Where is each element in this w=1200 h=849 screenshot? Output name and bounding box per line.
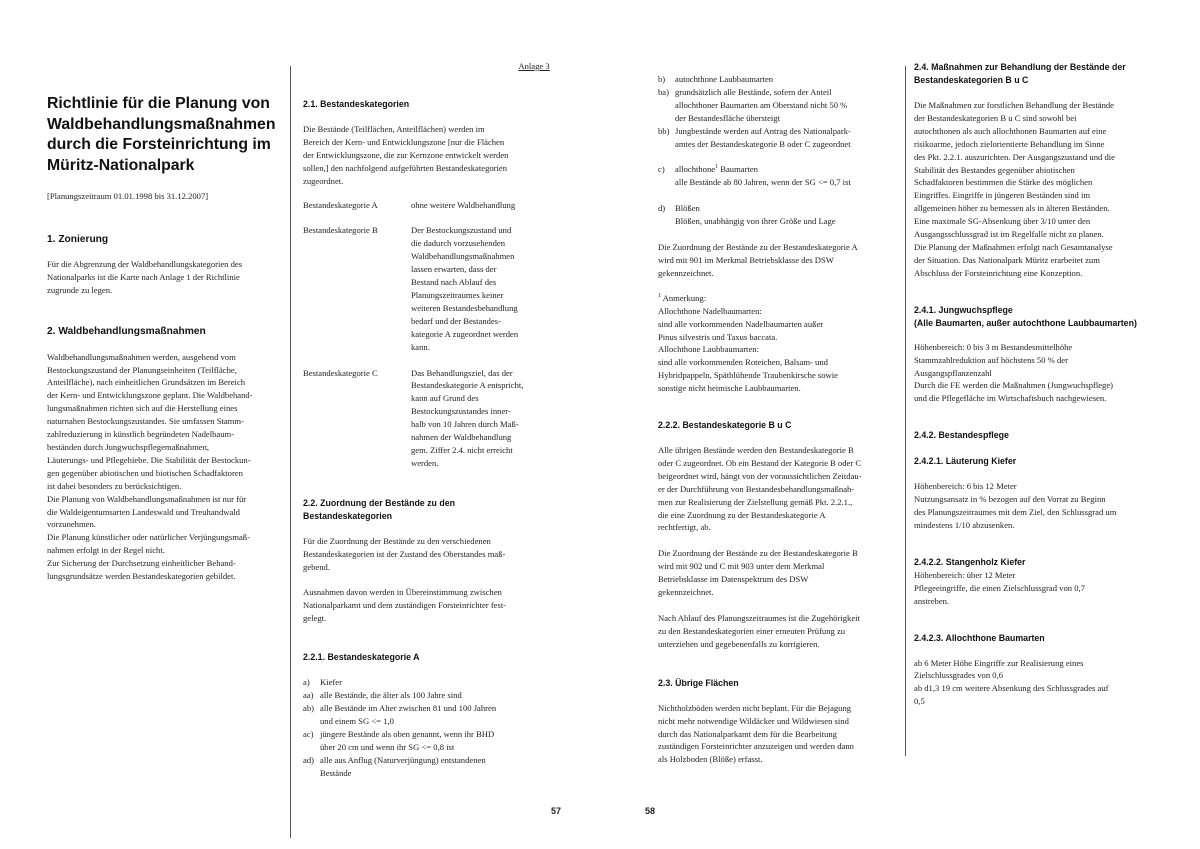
list-marker: ba) [658, 86, 669, 97]
text-line: zu den Bestandeskategorien einer erneuten Prüfung zu [658, 625, 846, 636]
text-line: gen gegenüber abiotischen und biotischen Schadfaktoren [47, 467, 243, 478]
text-line: nahmen erfolgt in der Regel nicht. [47, 545, 165, 556]
text-line: Nach Ablauf des Planungszeitraumes ist die Zugehörigkeit [658, 613, 860, 623]
section-2-2-text-2 [303, 586, 548, 625]
text-line: beigeordnet wird, hängt von der voraussichtlichen Zeitdau- [658, 470, 862, 481]
text-line: Anteilfläche), nach einheitlichen Grundsätzen im Bereich [47, 377, 246, 388]
text-line: men zur Realisierung der Zielstellung gemäß Pkt. 2.2.1., [658, 496, 853, 507]
text-line: Das Behandlungsziel, das der [411, 367, 513, 378]
text-line: über 20 cm und wenn ihr SG <= 0,8 ist [320, 741, 455, 752]
text-line: kategorie A zugeordnet werden [411, 328, 519, 339]
text-line: Blößen [675, 203, 700, 214]
section-1-text [47, 258, 282, 297]
section-heading: 2.4.2. Bestandespflege [914, 430, 1009, 441]
text-line: Bestockungszustandes inner- [411, 406, 511, 417]
text-line: Bestandeskategorien ist der Zustand des Oberstandes maß- [303, 548, 506, 559]
text-line: Die Bestände (Teilflächen, Anteilflächen) werden im [303, 124, 485, 134]
text-line: Für die Zuordnung der Bestände zu den verschiedenen [303, 535, 491, 546]
text-line: Eingriffes. Eingriffe in jüngeren Beständen sind im [914, 190, 1091, 201]
category-a-list-cont [658, 73, 898, 150]
text-line: Höhenbereich: 0 bis 3 m Bestandesmittelhöhe [914, 341, 1073, 352]
text-line: der Bestandesfläche übersteigt [675, 112, 780, 123]
text-line: rechtfertigt, ab. [658, 522, 711, 533]
text-line: alle aus Anflug (Naturverjüngung) entstandenen [320, 754, 486, 765]
heading-line: (Alle Baumarten, außer autochthone Laubbaumarten) [914, 317, 1137, 328]
text-line: Durch die FE werden die Maßnahmen (Jungwuchspflege) [914, 380, 1114, 391]
text-line: gelegt. [303, 613, 327, 624]
section-2-4-text [914, 99, 1164, 280]
text-line: der Kern- und Entwicklungszone geplant. Die Waldbehand- [47, 390, 253, 401]
text-line: gekennzeichnet. [658, 267, 714, 278]
title-line: durch die Forsteinrichtung im [47, 136, 271, 153]
text-line: lassen erwarten, dass der [411, 264, 497, 275]
text-line: alle Bestände, die älter als 100 Jahre sind [320, 690, 462, 701]
text-line: mindestens 1/10 abzusenken. [914, 519, 1015, 530]
text-line: Nichtholzböden werden nicht beplant. Für die Bejagung [658, 702, 852, 713]
text-line: Zielschlussgrades von 0,6 [914, 670, 1004, 681]
section-heading: 2.4.2.1. Läuterung Kiefer [914, 456, 1017, 467]
text-line: nahmen der Waldbehandlung [411, 432, 512, 443]
heading-line: 2.4. Maßnahmen zur Behandlung der Bestände der [914, 62, 1126, 72]
list-marker: c) [658, 164, 665, 175]
list-marker: a) [303, 677, 310, 688]
text-line: ohne weitere Waldbehandlung [411, 199, 516, 210]
text-line: allgemeinen höher zu bemessen als in älteren Beständen. [914, 203, 1110, 214]
heading-line: Bestandeskategorien [303, 510, 392, 521]
text-line: jüngere Bestände als oben genannt, wenn ihr BHD [320, 728, 495, 739]
list-item [303, 676, 548, 689]
text-line: Die Planung künstlicher oder natürlicher Verjüngungsmaß- [47, 532, 250, 543]
section-2-1-text [303, 123, 548, 188]
text-line: Bereich der Kern- und Entwicklungszone [nur die Flächen [303, 136, 505, 147]
section-2-4-2-1-text [914, 480, 1164, 532]
text-line: wird mit 901 im Merkmal Betriebsklasse des DSW [658, 254, 834, 265]
column-1 [47, 94, 282, 583]
title-line: Richtlinie für die Planung von [47, 95, 270, 112]
text-line: ist dabei besonders zu berücksichtigen. [47, 480, 182, 491]
text-line: Die Maßnahmen zur forstlichen Behandlung der Bestände [914, 100, 1114, 110]
list-marker: d) [658, 203, 666, 214]
section-heading: 2.3. Übrige Flächen [658, 677, 739, 688]
text-line: Die Zuordnung der Bestände zu der Bestandeskategorie A [658, 242, 858, 253]
text-line: autochthone Laubbaumarten [675, 74, 774, 84]
text-line: des Planungszeitraumes mit dem Ziel, den Schlussgrad um [914, 507, 1117, 518]
column-4 [914, 61, 1164, 708]
text-line: Für die Abgrenzung der Waldbehandlungskategorien des [47, 258, 243, 269]
text-line: Schadfaktoren bestimmen die Stärke des möglichen [914, 177, 1093, 188]
section-2-4-2-2-text [914, 569, 1164, 608]
text-line: Die Planung von Waldbehandlungsmaßnahmen ist nur für [47, 493, 247, 504]
section-2-2-2-text-2 [658, 547, 898, 599]
section-heading: 2.4.2.2. Stangenholz Kiefer [914, 556, 1026, 567]
section-2-3-text [658, 702, 898, 767]
text-line: Bestand nach Ablauf des [411, 277, 497, 288]
text-line: Kiefer [320, 677, 342, 688]
text-line: Läuterungs- und Pflegehiebe. Die Stabilität der Bestockun- [47, 454, 251, 465]
category-a-row [303, 199, 548, 212]
list-item [658, 86, 898, 125]
footnote-ref: 1 [658, 292, 661, 299]
column-3 [658, 73, 898, 766]
text-line: Nationalparks ist die Karte nach Anlage 1 der Richtlinie [47, 271, 240, 282]
section-heading: 1. Zonierung [47, 233, 109, 245]
section-2-4-2-3-text [914, 657, 1164, 709]
section-heading [914, 61, 1164, 87]
title-line: Müritz-Nationalpark [47, 156, 195, 174]
column-2 [303, 98, 548, 779]
list-item [658, 202, 898, 228]
page-number-right: 58 [645, 806, 656, 816]
text-line [675, 163, 898, 176]
text-line: der Bestandeskategorien B u C sind sowohl bei [914, 112, 1077, 123]
text-line: Stammzahlreduktion auf höchstens 50 % der [914, 354, 1068, 365]
text-line: Pinus silvestris und Taxus baccata. [658, 331, 778, 342]
text-span: Baumarten [718, 164, 758, 175]
text-line: Waldbehandlungsmaßnahmen [411, 251, 515, 262]
text-line: Ausgangspflanzenzahl [914, 367, 992, 378]
text-line: alle Bestände im Alter zwischen 81 und 100 Jahren [320, 703, 497, 713]
list-item [658, 125, 898, 151]
text-line: der Situation. Das Nationalpark Müritz erarbeitet zum [914, 254, 1100, 265]
text-line: Die Zuordnung der Bestände zu der Bestandeskategorie B [658, 548, 858, 559]
text-line: sind alle vorkommenden Nadelbaumarten außer [658, 318, 824, 329]
text-line: Alle übrigen Bestände werden den Bestandeskategorie B [658, 445, 854, 456]
text-line: sonstige nicht heimische Laubbaumarten. [658, 383, 801, 394]
text-line: wird mit 902 und C mit 903 unter dem Merkmal [658, 561, 825, 572]
section-2-2-text [303, 535, 548, 574]
text-line: und die Pflegefläche im Wirtschaftsbuch nachgewiesen. [914, 393, 1107, 404]
text-line: naturnahen Bestockungszustandes. Sie umfassen Stamm- [47, 416, 244, 427]
paragraph [658, 241, 898, 280]
text-span: Anmerkung: [661, 292, 707, 303]
text-line: Bestockungszustand der Planungseinheiten (Teilfläche, [47, 364, 237, 375]
text-line: Der Bestockungszustand und [411, 225, 512, 236]
text-line: sind alle vorkommenden Roteichen, Balsam- und [658, 357, 828, 368]
text-line: Abschluss der Forsteinrichtung eine Konzeption. [914, 267, 1083, 278]
text-line: halb von 10 Jahren durch Maß- [411, 419, 519, 430]
text-line: vorzunehmen. [47, 519, 96, 530]
text-line: Jungbestände werden auf Antrag des Nationalpark- [675, 125, 851, 136]
text-line: die eine Zuordnung zu der Bestandeskategorie A [658, 509, 826, 520]
text-line: Nutzungsansatz in % bezogen auf den Vorrat zu Beginn [914, 494, 1106, 505]
list-marker: ac) [303, 728, 314, 739]
category-a-list [303, 676, 548, 779]
list-marker: bb) [658, 125, 670, 136]
column-divider-1 [290, 66, 291, 838]
page-number-left: 57 [551, 806, 562, 816]
text-line: autochthonen als auch allochthonen Baumarten auf eine [914, 125, 1107, 136]
text-line: Betriebsklasse im Datenspektrum des DSW [658, 574, 809, 585]
text-line: sollen,] den nachfolgend aufgeführten Bestandeskategorien [303, 162, 508, 173]
text-line: Planungszeitraumes keiner [411, 289, 504, 300]
text-line: amtes der Bestandeskategorie B oder C zugeordnet [675, 138, 851, 149]
list-marker: aa) [303, 690, 314, 701]
text-line: Bestandeskategorie A entspricht, [411, 380, 524, 391]
list-item [658, 73, 898, 86]
text-line: Zur Sicherung der Durchsetzung einheitlicher Behand- [47, 558, 236, 569]
footnote-ref: 1 [715, 164, 719, 171]
text-line: zuständigen Forsteinrichter anzuzeigen und werden dann [658, 741, 854, 752]
section-heading [914, 304, 1164, 330]
text-line: zahlreduzierung in künstlich begründeten Nadelbaum- [47, 429, 235, 440]
heading-line: 2.4.1. Jungwuchspflege [914, 304, 1013, 315]
list-item [303, 754, 548, 780]
heading-line: Bestandeskategorien B u C [914, 75, 1029, 85]
text-line: anstreben. [914, 595, 950, 606]
text-line: kann. [411, 341, 430, 352]
section-heading [303, 497, 548, 523]
text-line: lungsmaßnahmen richten sich auf die Herstellung eines [47, 403, 238, 414]
text-line: Stabilität des Bestandes gegenüber abiotischen [914, 164, 1075, 175]
text-line: nicht mehr notwendige Wildäcker und Wildwiesen sind [658, 715, 849, 726]
text-line: Ausnahmen davon werden in Übereinstimmung zwischen [303, 587, 502, 598]
text-line: allochthoner Baumarten am Oberstand nicht 50 % [675, 99, 848, 110]
text-line: der Entwicklungszone, die zur Kernzone entwickelt werden [303, 149, 509, 160]
text-line: ab 6 Meter Höhe Eingriffe zur Realisierung eines [914, 657, 1084, 668]
text-line: unterziehen und gegebenenfalls zu korrigieren. [658, 638, 820, 649]
text-line: gekennzeichnet. [658, 587, 714, 598]
text-span: allochthone [675, 164, 716, 175]
text-line: des Pkt. 2.2.1. auszurichten. Der Ausgangszustand und die [914, 151, 1115, 162]
category-c-row [303, 367, 548, 470]
section-heading: 2.2.2. Bestandeskategorie B u C [658, 420, 792, 431]
text-line: und einem SG <= 1,0 [320, 715, 394, 726]
text-line: zugrunde zu legen. [47, 284, 113, 295]
text-line: durch das Nationalparkamt dem für die Bearbeitung [658, 728, 837, 739]
section-heading: 2.4.2.3. Allochthone Baumarten [914, 632, 1045, 643]
title-line: Waldbehandlungsmaßnahmen [47, 115, 276, 133]
text-line: kann auf Grund des [411, 393, 479, 404]
list-item [303, 689, 548, 702]
text-line: Ausgangsschlussgrad ist im Regelfalle nicht zu planen. [914, 229, 1104, 240]
footnote [658, 292, 898, 395]
text-line: die dadurch vorzusehenden [411, 238, 506, 249]
text-line: Höhenbereich: über 12 Meter [914, 569, 1016, 580]
section-2-4-1-text [914, 341, 1164, 406]
text-line: Pflegeeingriffe, die einen Zielschlussgrad von 0,7 [914, 582, 1085, 593]
text-line: oder C zugeordnet. Ob ein Bestand der Kategorie B oder C [658, 457, 862, 468]
column-divider-3 [905, 66, 906, 756]
list-marker: ad) [303, 754, 314, 765]
text-line: weiteren Bestandesbehandlung [411, 302, 518, 313]
text-line: Nationalparkamt und dem zuständigen Forsteinrichter fest- [303, 600, 507, 611]
category-label: Bestandeskategorie B [303, 225, 378, 236]
list-item [303, 702, 548, 728]
category-label: Bestandeskategorie C [303, 367, 378, 378]
text-line: zugeordnet. [303, 175, 344, 186]
list-marker: b) [658, 74, 666, 84]
text-line: Eine maximale SG-Absenkung über 3/10 unter den [914, 216, 1091, 227]
text-line: Hybridpappeln, Spätblühende Traubenkirsche sowie [658, 370, 838, 381]
text-line: Waldbehandlungsmaßnahmen werden, ausgehend vom [47, 351, 236, 362]
category-label: Bestandeskategorie A [303, 199, 378, 210]
text-line: er der Durchführung von Bestandesbehandlungsmaßnah- [658, 483, 855, 494]
category-b-row [303, 224, 548, 353]
section-heading: 2.2.1. Bestandeskategorie A [303, 652, 420, 663]
text-line: alle Bestände ab 80 Jahren, wenn der SG <= 0,7 ist [675, 177, 851, 188]
text-line: Höhenbereich: 6 bis 12 Meter [914, 481, 1017, 492]
text-line: gem. Ziffer 2.4. nicht erreicht [411, 444, 513, 455]
text-line: Bestände [320, 767, 352, 778]
section-heading: 2. Waldbehandlungsmaßnahmen [47, 325, 206, 337]
text-line: 0,5 [914, 696, 925, 707]
text-line: lungsgrundsätze werden Bestandeskategorien gebildet. [47, 571, 236, 582]
text-line: Allochthone Nadelbaumarten: [658, 305, 762, 316]
text-line: Allochthone Laubbaumarten: [658, 344, 759, 355]
footnote-title [658, 292, 898, 305]
list-item [658, 163, 898, 189]
text-line: die Waldeigentumsarten Landeswald und Treuhandwald [47, 506, 240, 517]
text-line: Die Planung der Maßnahmen erfolgt nach Gesamtanalyse [914, 241, 1113, 252]
section-2-2-2-text-3 [658, 612, 898, 651]
text-line: ab d1,3 19 cm weitere Absenkung des Schlussgrades auf [914, 683, 1109, 694]
list-marker: ab) [303, 703, 314, 713]
text-line: beständen durch Jungwuchspflegemaßnahmen, [47, 441, 210, 452]
text-line: risikoarme, jedoch zielorientierte Behandlung im Sinne [914, 138, 1105, 149]
text-line: gebend. [303, 561, 330, 572]
text-line: grundsätzlich alle Bestände, sofern der Anteil [675, 86, 832, 97]
text-line: werden. [411, 457, 439, 468]
list-item [303, 728, 548, 754]
section-2-text [47, 351, 282, 583]
section-heading: 2.1. Bestandeskategorien [303, 99, 410, 109]
text-line: Blößen, unabhängig von ihrer Größe und Lage [675, 216, 836, 227]
document-title [47, 94, 282, 176]
section-2-2-2-text [658, 444, 898, 534]
text-line: bedarf und der Bestandes- [411, 315, 501, 326]
text-line: als Holzboden (Blöße) erfasst. [658, 754, 763, 765]
annex-label: Anlage 3 [518, 61, 550, 71]
planning-period: [Planungszeitraum 01.01.1998 bis 31.12.2007] [47, 191, 209, 201]
heading-line: 2.2. Zuordnung der Bestände zu den [303, 497, 456, 508]
